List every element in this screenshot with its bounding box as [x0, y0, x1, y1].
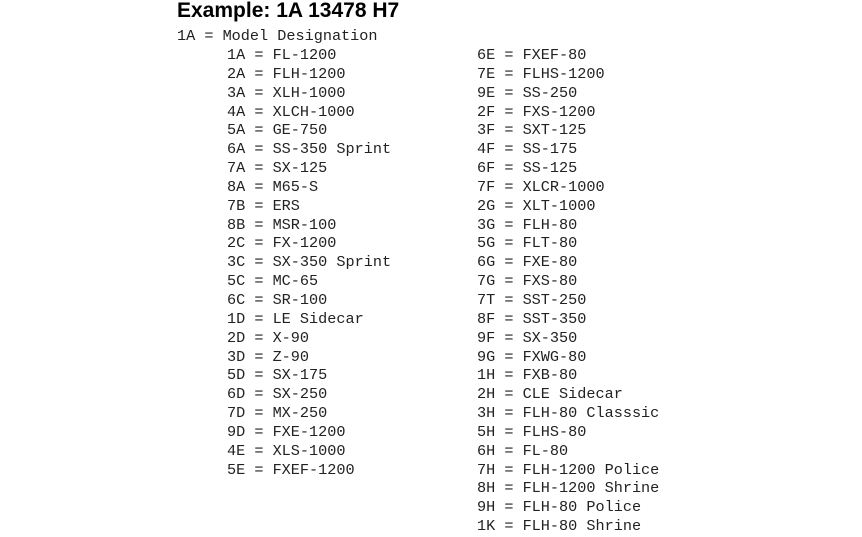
model-code-entry: 3F = SXT-125 — [477, 121, 587, 140]
model-code-entry: 5D = SX-175 — [227, 366, 328, 385]
model-code-entry: 7F = XLCR-1000 — [477, 177, 605, 196]
model-code-entry: 2F = FXS-1200 — [477, 102, 596, 121]
model-code-entry: 3D = Z-90 — [227, 347, 310, 366]
model-code-entry: 4A = XLCH-1000 — [227, 102, 355, 121]
model-code-entry: 7G = FXS-80 — [477, 272, 578, 291]
model-code-entry: 3C = SX-350 Sprint — [227, 253, 392, 272]
model-code-entry: 5G = FLT-80 — [477, 234, 578, 253]
model-code-entry: 8B = MSR-100 — [227, 215, 337, 234]
model-code-entry: 6D = SX-250 — [227, 385, 328, 404]
model-list-left-column — [227, 46, 391, 479]
model-code-entry: 1H = FXB-80 — [477, 366, 578, 385]
model-code-entry: 3A = XLH-1000 — [227, 83, 346, 102]
model-code-entry: 8H = FLH-1200 Shrine — [477, 479, 660, 498]
model-code-entry: 4F = SS-175 — [477, 140, 578, 159]
model-code-entry: 1K = FLH-80 Shrine — [477, 517, 642, 536]
model-code-entry: 9F = SX-350 — [477, 328, 578, 347]
model-code-entry: 6F = SS-125 — [477, 159, 578, 178]
model-code-entry: 2A = FLH-1200 — [227, 64, 346, 83]
model-designation-heading: 1A = Model Designation — [177, 27, 378, 45]
model-code-entry: 4E = XLS-1000 — [227, 441, 346, 460]
model-code-entry: 9G = FXWG-80 — [477, 347, 587, 366]
model-code-entry: 7D = MX-250 — [227, 404, 328, 423]
model-code-entry: 5A = GE-750 — [227, 121, 328, 140]
model-code-entry: 6A = SS-350 Sprint — [227, 140, 392, 159]
model-code-entry: 9H = FLH-80 Police — [477, 498, 642, 517]
model-code-entry: 3G = FLH-80 — [477, 215, 578, 234]
model-code-entry: 2C = FX-1200 — [227, 234, 337, 253]
model-code-entry: 6H = FL-80 — [477, 441, 569, 460]
model-code-entry: 7E = FLHS-1200 — [477, 64, 605, 83]
model-code-entry: 5C = MC-65 — [227, 272, 319, 291]
model-code-entry: 3H = FLH-80 Classsic — [477, 404, 660, 423]
model-code-entry: 8A = M65-S — [227, 177, 319, 196]
model-code-entry: 5H = FLHS-80 — [477, 422, 587, 441]
model-code-entry: 6C = SR-100 — [227, 290, 328, 309]
model-code-entry: 9E = SS-250 — [477, 83, 578, 102]
example-heading: Example: 1A 13478 H7 — [177, 0, 400, 22]
model-list-right-column — [477, 46, 659, 536]
model-code-entry: 2D = X-90 — [227, 328, 310, 347]
model-code-entry: 2H = CLE Sidecar — [477, 385, 623, 404]
model-code-entry: 1D = LE Sidecar — [227, 309, 364, 328]
model-code-entry: 7A = SX-125 — [227, 159, 328, 178]
model-code-entry: 1A = FL-1200 — [227, 46, 337, 64]
model-code-entry: 5E = FXEF-1200 — [227, 460, 355, 479]
model-code-entry: 8F = SST-350 — [477, 309, 587, 328]
model-code-entry: 7H = FLH-1200 Police — [477, 460, 660, 479]
model-code-entry: 9D = FXE-1200 — [227, 422, 346, 441]
model-code-entry: 2G = XLT-1000 — [477, 196, 596, 215]
model-code-entry: 6G = FXE-80 — [477, 253, 578, 272]
model-code-entry: 7B = ERS — [227, 196, 300, 215]
model-code-entry: 7T = SST-250 — [477, 290, 587, 309]
model-code-entry: 6E = FXEF-80 — [477, 46, 587, 64]
